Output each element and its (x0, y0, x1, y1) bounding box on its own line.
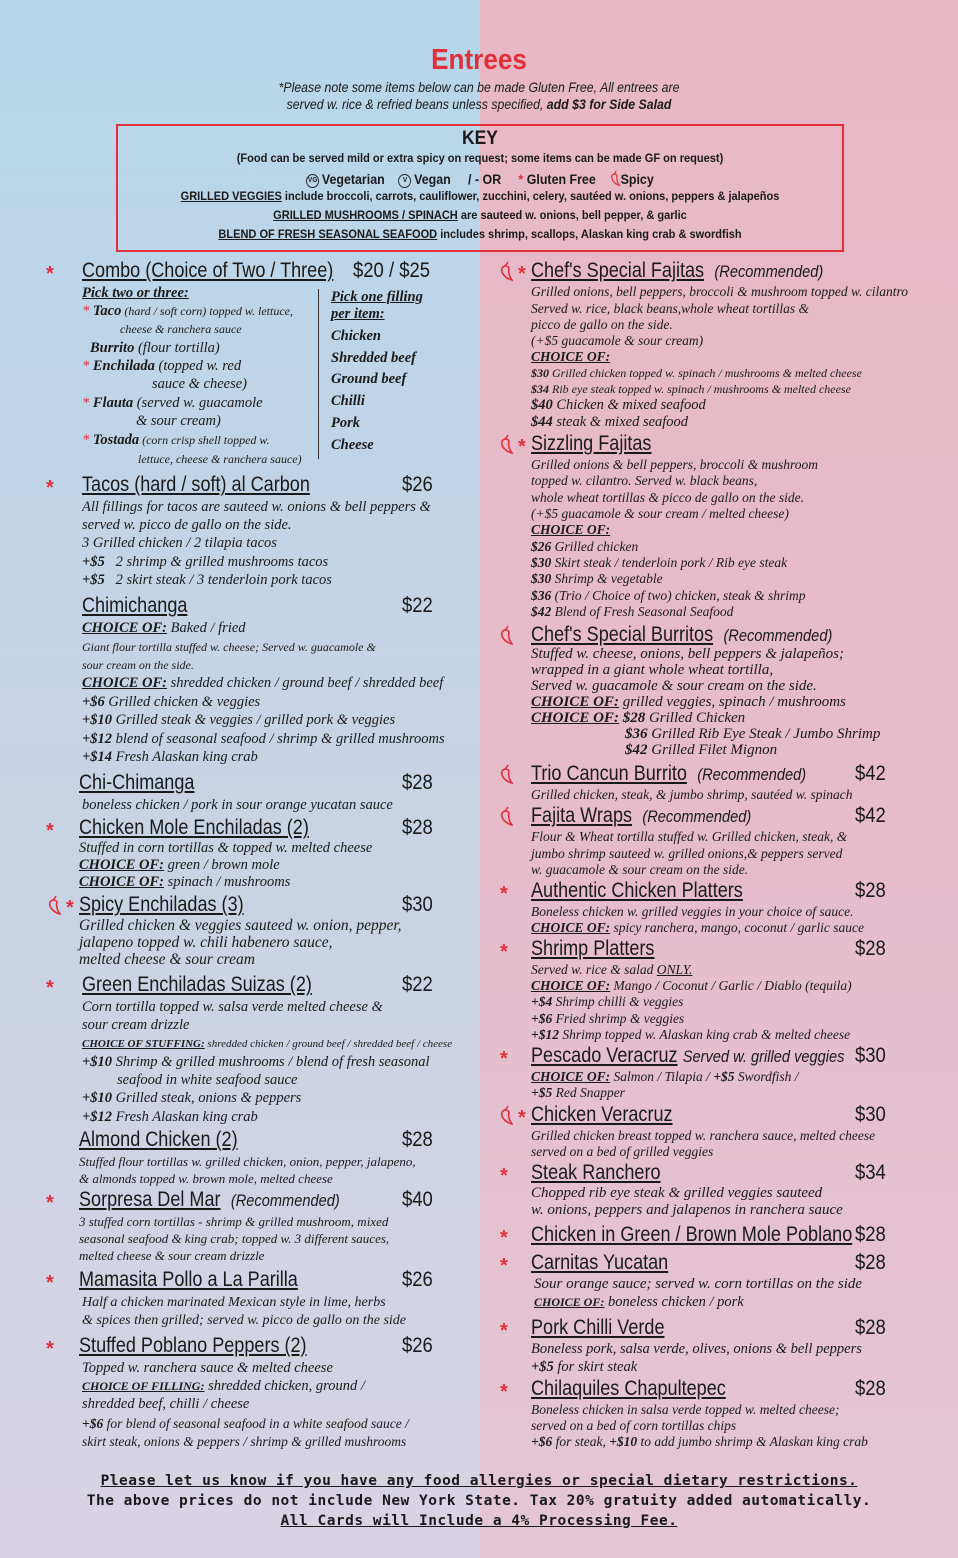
item-fajita-wraps-name: Fajita Wraps (Recommended) (531, 804, 752, 827)
item-suizas-price: $22 (402, 973, 433, 996)
header-note-line1: *Please note some items below can be made Gluten Free, All entrees are (278, 79, 680, 95)
item-mamasita-price: $26 (402, 1268, 433, 1291)
item-almond-name: Almond Chicken (2) (79, 1128, 238, 1151)
item-chicken-veracruz-desc: served on a bed of grilled veggies (531, 1144, 714, 1159)
item-mamasita-desc: Half a chicken marinated Mexican style in lime, herbs (82, 1295, 386, 1310)
chilaquiles-addon: +$6 for steak, +$10 to add jumbo shrimp & Alaskan king crab (531, 1434, 868, 1449)
item-suizas-name: Green Enchiladas Suizas (2) (82, 973, 312, 996)
footer-card-fee-note: All Cards will Include a 4% Processing Fee. (280, 1513, 678, 1529)
gluten-free-star-icon: * (46, 263, 54, 285)
item-chef-burritos-name: Chef's Special Burritos (Recommended) (531, 623, 833, 646)
item-chimichanga-desc: Giant flour tortilla stuffed w. cheese; Served w. guacamole & (82, 640, 376, 654)
combo-filling-label2: per item: (331, 306, 385, 322)
spicy-pepper-icon (500, 806, 513, 826)
chef-burritos-option: $42 Grilled Filet Mignon (625, 742, 778, 758)
filling-item: Ground beef (331, 371, 407, 387)
item-pescado-name: Pescado Veracruz Served w. grilled veggies (531, 1044, 845, 1067)
item-shrimp-platters-price: $28 (855, 937, 886, 960)
item-sizzling-desc: topped w. cilantro. Served w. black beans, (531, 473, 758, 488)
combo-tostada-desc: lettuce, cheese & ranchera sauce) (138, 452, 302, 466)
item-sizzling-desc: Grilled onions & bell peppers, broccoli & mushroom (531, 457, 818, 472)
header-note-line2: served w. rice & refried beans unless specified, add $3 for Side Salad (286, 96, 672, 112)
combo-filling-label: Pick one filling (331, 289, 423, 305)
chef-fajitas-option: $34 Rib eye steak topped w. spinach / mushrooms & melted cheese (531, 382, 851, 396)
spicy-pepper-icon (500, 625, 513, 645)
item-combo-price: $20 / $25 (353, 259, 431, 282)
footer-allergy-note: Please let us know if you have any food allergies or special dietary restrictions. (100, 1473, 858, 1489)
sizzling-option: $42 Blend of Fresh Seasonal Seafood (531, 604, 734, 619)
chef-fajitas-option: $30 Grilled chicken topped w. spinach / mushrooms & melted cheese (531, 366, 862, 380)
item-poblano-desc: Topped w. ranchera sauce & melted cheese (82, 1360, 333, 1376)
sizzling-option: $26 Grilled chicken (531, 539, 639, 554)
item-trio-burrito-name: Trio Cancun Burrito (Recommended) (531, 762, 807, 785)
gluten-free-star-icon: * (518, 172, 524, 187)
chimichanga-addon: +$14 Fresh Alaskan king crab (82, 749, 258, 765)
chimichanga-addon: +$6 Grilled chicken & veggies (82, 694, 261, 710)
spicy-pepper-icon (48, 895, 61, 915)
item-chef-fajitas-desc: Grilled onions, bell peppers, broccoli & mushroom topped w. cilantro (531, 284, 908, 299)
item-chimichanga-price: $22 (402, 594, 433, 617)
item-mamasita-name: Mamasita Pollo a La Parilla (79, 1268, 298, 1291)
item-chicken-platters-price: $28 (855, 879, 886, 902)
key-mushrooms: GRILLED MUSHROOMS / SPINACH are sauteed w. onions, bell pepper, & garlic (273, 208, 687, 222)
shrimp-platters-addon: +$12 Shrimp topped w. Alaskan king crab & melted cheese (531, 1027, 851, 1042)
combo-flauta: * Flauta (served w. guacamole (82, 395, 263, 411)
item-suizas-desc: Corn tortilla topped w. salsa verde melted cheese & (82, 999, 383, 1015)
item-combo-name: Combo (Choice of Two / Three) (82, 259, 334, 282)
item-fajita-wraps-desc: Flour & Wheat tortilla stuffed w. Grilled chicken, steak, & (531, 829, 848, 844)
item-steak-ranchero-name: Steak Ranchero (531, 1161, 661, 1184)
filling-item: Chicken (331, 328, 381, 344)
gluten-free-star-icon: * (46, 1272, 54, 1294)
item-chef-fajitas-desc: Served w. rice, black beans,whole wheat tortillas & (531, 301, 809, 316)
gluten-free-star-icon: * (500, 1255, 508, 1277)
combo-taco: * Taco (hard / soft corn) topped w. lettuce, (82, 303, 293, 319)
chef-burritos-option: $36 Grilled Rib Eye Steak / Jumbo Shrimp (625, 726, 881, 742)
mole-choice2: CHOICE OF: spinach / mushrooms (79, 874, 291, 890)
chimichanga-choice: CHOICE OF: Baked / fried (82, 620, 246, 636)
item-fajita-wraps-desc: jumbo shrimp sauteed w. grilled onions,& peppers served (531, 846, 843, 861)
item-chilli-verde-desc: Boneless pork, salsa verde, olives, onions & bell peppers (531, 1341, 862, 1357)
item-chilli-verde-price: $28 (855, 1316, 886, 1339)
gluten-free-star-icon: * (500, 1048, 508, 1070)
gluten-free-star-icon: * (500, 883, 508, 905)
spicy-pepper-icon (500, 261, 513, 281)
item-fajita-wraps-price: $42 (855, 804, 886, 827)
item-chicken-veracruz-desc: Grilled chicken breast topped w. ranchera sauce, melted cheese (531, 1128, 876, 1143)
pescado-addon: +$5 Red Snapper (531, 1085, 625, 1100)
item-mole-poblano-name: Chicken in Green / Brown Mole Poblano (531, 1223, 853, 1246)
combo-pick-label: Pick two or three: (82, 285, 189, 301)
combo-enchilada-desc: sauce & cheese) (152, 376, 248, 392)
suizas-choice: CHOICE OF STUFFING: shredded chicken / ground beef / shredded beef / cheese (82, 1038, 453, 1050)
item-chimichanga-name: Chimichanga (82, 594, 188, 617)
item-sizzling-desc: whole wheat tortillas & picco de gallo on the side. (531, 490, 804, 505)
key-legend: VG Vegetarian V Vegan / - OR * Gluten Free Spicy (308, 172, 654, 187)
item-mole-enchiladas-price: $28 (402, 816, 433, 839)
gluten-free-star-icon: * (500, 1320, 508, 1342)
spicy-pepper-icon (500, 1105, 513, 1125)
item-chef-burritos-desc: wrapped in a giant whole wheat tortilla, (531, 662, 774, 678)
combo-enchilada: * Enchilada (topped w. red (82, 358, 242, 374)
item-chilaquiles-price: $28 (855, 1377, 886, 1400)
item-sorpresa-desc: 3 stuffed corn tortillas - shrimp & grilled mushroom, mixed (79, 1214, 389, 1229)
item-carnitas-price: $28 (855, 1251, 886, 1274)
combo-divider (318, 289, 319, 459)
gluten-free-star-icon: * (518, 1107, 526, 1129)
item-tacos-price: $26 (402, 473, 433, 496)
item-fajita-wraps-desc: w. guacamole & sour cream on the side. (531, 862, 749, 877)
item-carnitas-name: Carnitas Yucatan (531, 1251, 669, 1274)
chef-burritos-choice2: CHOICE OF: $28 Grilled Chicken (531, 710, 746, 726)
suizas-addon: +$10 Shrimp & grilled mushrooms / blend of fresh seasonal (82, 1054, 430, 1070)
item-chilaquiles-name: Chilaquiles Chapultepec (531, 1377, 726, 1400)
gluten-free-star-icon: * (46, 1192, 54, 1214)
chef-fajitas-option: $40 Chicken & mixed seafood (531, 397, 706, 413)
chimichanga-choice2: CHOICE OF: shredded chicken / ground beef / shredded beef (82, 675, 444, 691)
item-spicy-enchiladas-desc: melted cheese & sour cream (79, 951, 255, 968)
sizzling-choice: CHOICE OF: (531, 522, 611, 537)
item-almond-desc: Stuffed flour tortillas w. grilled chicken, onion, pepper, jalapeno, (79, 1154, 416, 1169)
item-tacos-addon: +$5 2 skirt steak / 3 tenderloin pork tacos (82, 572, 332, 588)
item-steak-ranchero-desc: Chopped rib eye steak & grilled veggies sauteed (531, 1185, 823, 1201)
item-almond-price: $28 (402, 1128, 433, 1151)
filling-item: Pork (331, 415, 360, 431)
chimichanga-addon: +$10 Grilled steak & veggies / grilled pork & veggies (82, 712, 396, 728)
item-mamasita-desc: & spices then grilled; served w. picco de gallo on the side (82, 1313, 407, 1328)
item-steak-ranchero-price: $34 (855, 1161, 886, 1184)
item-pescado-price: $30 (855, 1044, 886, 1067)
poblano-choice: CHOICE OF FILLING: shredded chicken, ground / (82, 1378, 365, 1394)
spicy-pepper-icon (500, 434, 513, 454)
shrimp-platters-addon: +$6 Fried shrimp & veggies (531, 1011, 685, 1026)
item-sorpresa-desc: seasonal seafood & king crab; topped w. 3 different sauces, (79, 1231, 390, 1246)
filling-item: Cheese (331, 437, 374, 453)
suizas-addon: +$10 Grilled steak, onions & peppers (82, 1090, 302, 1106)
sizzling-option: $30 Shrimp & vegetable (531, 571, 663, 586)
item-chichimanga-name: Chi-Chimanga (79, 771, 195, 794)
key-veggies: GRILLED VEGGIES include broccoli, carrots, cauliflower, zucchini, celery, sautéed w. onions, peppers & jalapeños (180, 189, 780, 203)
combo-taco-desc: cheese & ranchera sauce (120, 322, 242, 336)
gluten-free-star-icon: * (500, 1381, 508, 1403)
sizzling-option: $36 (Trio / Choice of two) chicken, steak & shrimp (531, 588, 806, 603)
footer-tax-note: The above prices do not include New York State. Tax 20% gratuity added automatically. (86, 1493, 872, 1509)
item-chichimanga-desc: boneless chicken / pork in sour orange yucatan sauce (82, 797, 393, 813)
item-chicken-veracruz-price: $30 (855, 1103, 886, 1126)
spicy-pepper-icon (610, 170, 621, 186)
vegetarian-icon: VG (306, 174, 319, 188)
item-poblano-price: $26 (402, 1334, 433, 1357)
item-spicy-enchiladas-desc: jalapeno topped w. chili habenero sauce, (79, 934, 333, 951)
item-mole-poblano-price: $28 (855, 1223, 886, 1246)
mole-choice: CHOICE OF: green / brown mole (79, 857, 280, 873)
item-trio-burrito-desc: Grilled chicken, steak, & jumbo shrimp, sautéed w. spinach (531, 787, 853, 802)
item-tacos-name: Tacos (hard / soft) al Carbon (82, 473, 310, 496)
key-title: KEY (462, 128, 498, 149)
item-tacos-addon: +$5 2 shrimp & grilled mushrooms tacos (82, 554, 329, 570)
gluten-free-star-icon: * (500, 1227, 508, 1249)
item-tacos-desc: 3 Grilled chicken / 2 tilapia tacos (82, 535, 277, 551)
item-sizzling-name: Sizzling Fajitas (531, 432, 652, 455)
item-chef-fajitas-desc: (+$5 guacamole & sour cream) (531, 333, 704, 348)
chimichanga-addon: +$12 blend of seasonal seafood / shrimp & grilled mushrooms (82, 731, 445, 747)
item-chilaquiles-desc: served on a bed of corn tortillas chips (531, 1418, 737, 1433)
item-chicken-platters-desc: Boneless chicken w. grilled veggies in your choice of sauce. (531, 904, 854, 919)
item-shrimp-platters-desc: Served w. rice & salad ONLY. (531, 962, 693, 977)
shrimp-platters-addon: +$4 Shrimp chilli & veggies (531, 994, 684, 1009)
gluten-free-star-icon: * (46, 477, 54, 499)
gluten-free-star-icon: * (500, 1165, 508, 1187)
item-tacos-desc: All fillings for tacos are sauteed w. onions & bell peppers & (82, 499, 431, 515)
combo-tostada: * Tostada (corn crisp shell topped w. (82, 432, 270, 448)
item-chilli-verde-name: Pork Chilli Verde (531, 1316, 665, 1339)
key-seafood: BLEND OF FRESH SEASONAL SEAFOOD includes shrimp, scallops, Alaskan king crab & swordfish (218, 227, 742, 241)
item-chicken-platters-name: Authentic Chicken Platters (531, 879, 743, 902)
item-spicy-enchiladas-price: $30 (402, 893, 433, 916)
key-subtitle: (Food can be served mild or extra spicy on request; some items can be made GF on request) (236, 151, 724, 165)
item-chef-burritos-desc: Served w. guacamole & sour cream on the side. (531, 678, 817, 694)
filling-item: Shredded beef (331, 350, 416, 366)
item-carnitas-desc: Sour orange sauce; served w. corn tortillas on the side (534, 1276, 863, 1292)
item-chicken-veracruz-name: Chicken Veracruz (531, 1103, 673, 1126)
chef-fajitas-option: $44 steak & mixed seafood (531, 414, 689, 430)
suizas-addon: seafood in white seafood sauce (117, 1072, 298, 1088)
item-chef-fajitas-name: Chef's Special Fajitas (Recommended) (531, 259, 824, 282)
poblano-addon: skirt steak, onions & peppers / shrimp & grilled mushrooms (82, 1434, 407, 1449)
gluten-free-star-icon: * (46, 1338, 54, 1360)
item-mole-enchiladas-name: Chicken Mole Enchiladas (2) (79, 816, 309, 839)
item-sorpresa-name: Sorpresa Del Mar (Recommended) (79, 1188, 340, 1211)
filling-item: Chilli (331, 393, 365, 409)
item-chichimanga-price: $28 (402, 771, 433, 794)
suizas-addon: +$12 Fresh Alaskan king crab (82, 1109, 258, 1125)
item-shrimp-platters-name: Shrimp Platters (531, 937, 655, 960)
item-almond-desc: & almonds topped w. brown mole, melted cheese (79, 1171, 333, 1186)
carnitas-choice: CHOICE OF: boneless chicken / pork (534, 1294, 744, 1310)
item-mole-enchiladas-desc: Stuffed in corn tortillas & topped w. melted cheese (79, 840, 373, 856)
chicken-platters-choice: CHOICE OF: spicy ranchera, mango, coconut / garlic sauce (531, 920, 864, 935)
item-steak-ranchero-desc: w. onions, peppers and jalapenos in ranchera sauce (531, 1202, 843, 1218)
shrimp-platters-choice: CHOICE OF: Mango / Coconut / Garlic / Diablo (tequila) (531, 978, 852, 993)
gluten-free-star-icon: * (518, 436, 526, 458)
item-sorpresa-desc: melted cheese & sour cream drizzle (79, 1248, 265, 1263)
gluten-free-star-icon: * (46, 820, 54, 842)
combo-burrito: Burrito (flour tortilla) (90, 340, 220, 356)
gluten-free-star-icon: * (518, 263, 526, 285)
poblano-addon: +$6 for blend of seasonal seafood in a white seafood sauce / (82, 1416, 409, 1431)
gluten-free-star-icon: * (500, 941, 508, 963)
item-chimichanga-desc: sour cream on the side. (82, 658, 194, 672)
sizzling-option: $30 Skirt steak / tenderloin pork / Rib eye steak (531, 555, 788, 570)
gluten-free-star-icon: * (66, 897, 74, 919)
page-title: Entrees (431, 44, 527, 76)
item-spicy-enchiladas-desc: Grilled chicken & veggies sauteed w. onion, pepper, (79, 917, 402, 934)
chef-burritos-choice: CHOICE OF: grilled veggies, spinach / mushrooms (531, 694, 846, 710)
item-sorpresa-price: $40 (402, 1188, 433, 1211)
item-trio-burrito-price: $42 (855, 762, 886, 785)
item-chef-fajitas-desc: picco de gallo on the side. (531, 317, 673, 332)
vegan-icon: V (399, 174, 412, 188)
item-suizas-desc: sour cream drizzle (82, 1017, 190, 1033)
chef-fajitas-choice: CHOICE OF: (531, 349, 611, 364)
gluten-free-star-icon: * (46, 977, 54, 999)
item-tacos-desc: served w. picco de gallo on the side. (82, 517, 292, 533)
item-poblano-name: Stuffed Poblano Peppers (2) (79, 1334, 307, 1357)
pescado-choice: CHOICE OF: Salmon / Tilapia / +$5 Swordfish / (531, 1069, 799, 1084)
item-poblano-desc: shredded beef, chilli / cheese (82, 1396, 250, 1412)
combo-flauta-desc: & sour cream) (136, 413, 221, 429)
item-chef-burritos-desc: Stuffed w. cheese, onions, bell peppers & jalapeños; (531, 646, 845, 662)
item-sizzling-desc: (+$5 guacamole & sour cream / melted cheese) (531, 506, 789, 521)
spicy-pepper-icon (500, 764, 513, 784)
chilli-verde-addon: +$5 for skirt steak (531, 1359, 638, 1375)
item-spicy-enchiladas-name: Spicy Enchiladas (3) (79, 893, 244, 916)
item-chilaquiles-desc: Boneless chicken in salsa verde topped w. melted cheese; (531, 1402, 840, 1417)
